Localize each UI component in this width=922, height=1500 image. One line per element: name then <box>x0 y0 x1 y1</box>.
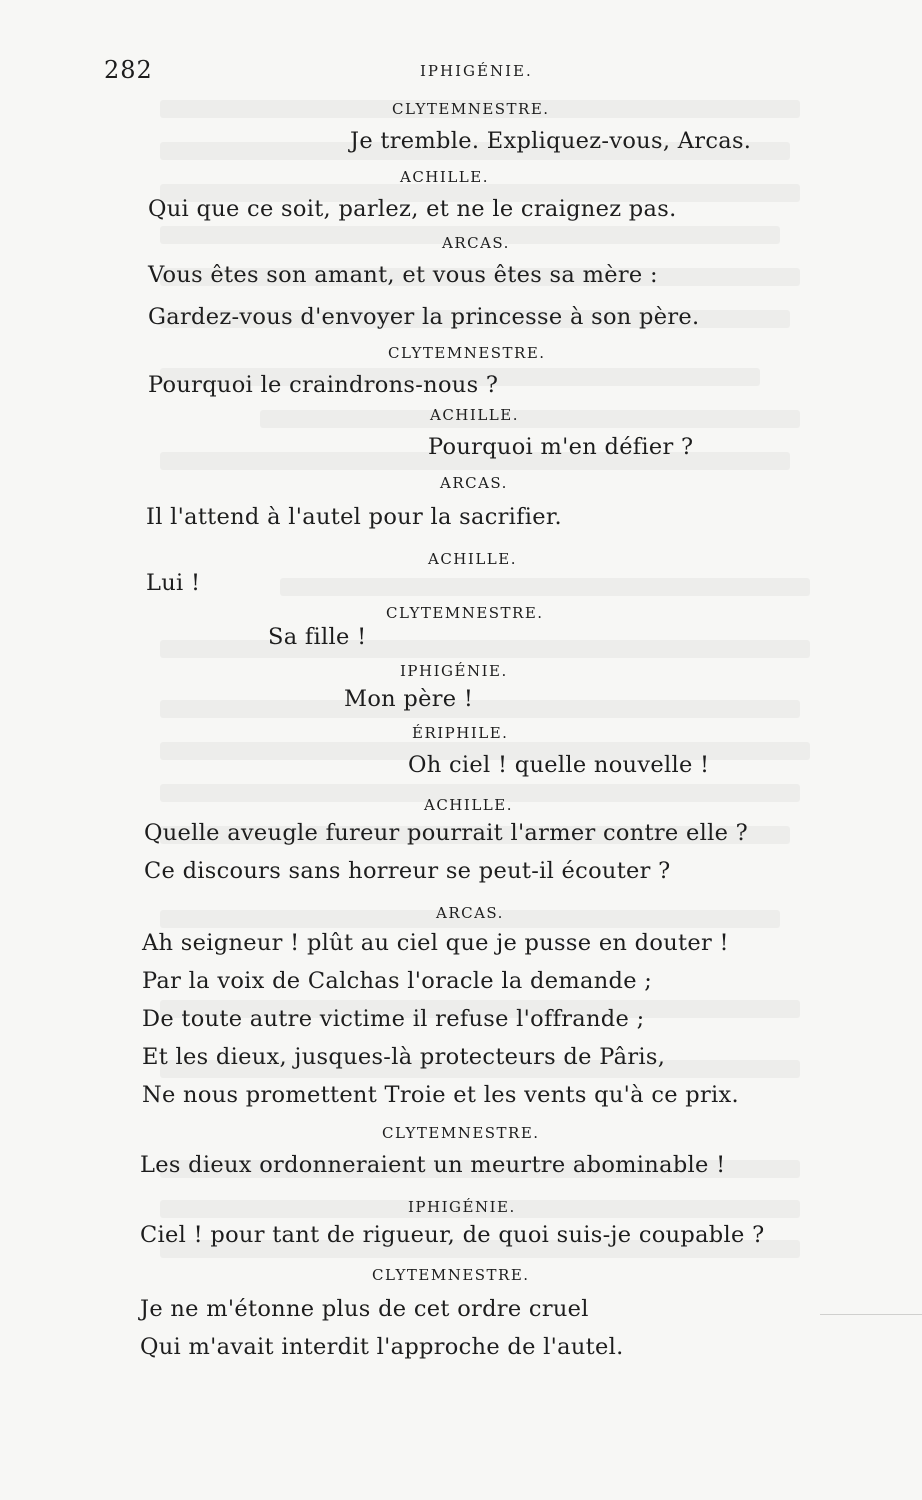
speaker-name: CLYTEMNESTRE. <box>388 344 546 362</box>
verse-line: Oh ciel ! quelle nouvelle ! <box>408 752 710 778</box>
verse-line: Ciel ! pour tant de rigueur, de quoi suis-je coupable ? <box>140 1222 765 1248</box>
speaker-name: ACHILLE. <box>424 796 513 814</box>
verse-line: Pourquoi m'en défier ? <box>428 434 694 460</box>
speaker-name: ARCAS. <box>440 474 508 492</box>
speaker-name: CLYTEMNESTRE. <box>382 1124 540 1142</box>
verse-line: Lui ! <box>146 570 201 596</box>
verse-line: Il l'attend à l'autel pour la sacrifier. <box>146 504 562 530</box>
verse-line: Qui que ce soit, parlez, et ne le craignez pas. <box>148 196 677 222</box>
verse-line: Et les dieux, jusques-là protecteurs de Pâris, <box>142 1044 666 1070</box>
speaker-name: ARCAS. <box>442 234 510 252</box>
speaker-name: CLYTEMNESTRE. <box>392 100 550 118</box>
speaker-name: ACHILLE. <box>400 168 489 186</box>
verse-line: Qui m'avait interdit l'approche de l'autel. <box>140 1334 624 1360</box>
verse-line: Mon père ! <box>344 686 474 712</box>
page-number: 282 <box>104 56 153 84</box>
verse-line: Ce discours sans horreur se peut-il écouter ? <box>144 858 671 884</box>
speaker-name: ACHILLE. <box>430 406 519 424</box>
speaker-name: ACHILLE. <box>428 550 517 568</box>
verse-line: Pourquoi le craindrons-nous ? <box>148 372 499 398</box>
verse-line: Ah seigneur ! plût au ciel que je pusse en douter ! <box>142 930 729 956</box>
verse-line: Je tremble. Expliquez-vous, Arcas. <box>350 128 752 154</box>
speaker-name: ÉRIPHILE. <box>412 724 509 742</box>
speaker-name: CLYTEMNESTRE. <box>372 1266 530 1284</box>
speaker-name: IPHIGÉNIE. <box>400 662 508 680</box>
speaker-name: CLYTEMNESTRE. <box>386 604 544 622</box>
verse-line: Les dieux ordonneraient un meurtre abominable ! <box>140 1152 726 1178</box>
verse-line: Ne nous promettent Troie et les vents qu'à ce prix. <box>142 1082 739 1108</box>
verse-line: Gardez-vous d'envoyer la princesse à son père. <box>148 304 700 330</box>
speaker-name: IPHIGÉNIE. <box>408 1198 516 1216</box>
verse-line: Sa fille ! <box>268 624 367 650</box>
verse-line: Je ne m'étonne plus de cet ordre cruel <box>140 1296 589 1322</box>
verse-line: Quelle aveugle fureur pourrait l'armer contre elle ? <box>144 820 749 846</box>
verse-line: De toute autre victime il refuse l'offrande ; <box>142 1006 645 1032</box>
running-title: IPHIGÉNIE. <box>420 62 533 80</box>
speaker-name: ARCAS. <box>436 904 504 922</box>
facing-page-footnote-rule <box>820 1314 922 1315</box>
verse-line: Par la voix de Calchas l'oracle la demande ; <box>142 968 653 994</box>
verse-line: Vous êtes son amant, et vous êtes sa mère : <box>148 262 658 288</box>
